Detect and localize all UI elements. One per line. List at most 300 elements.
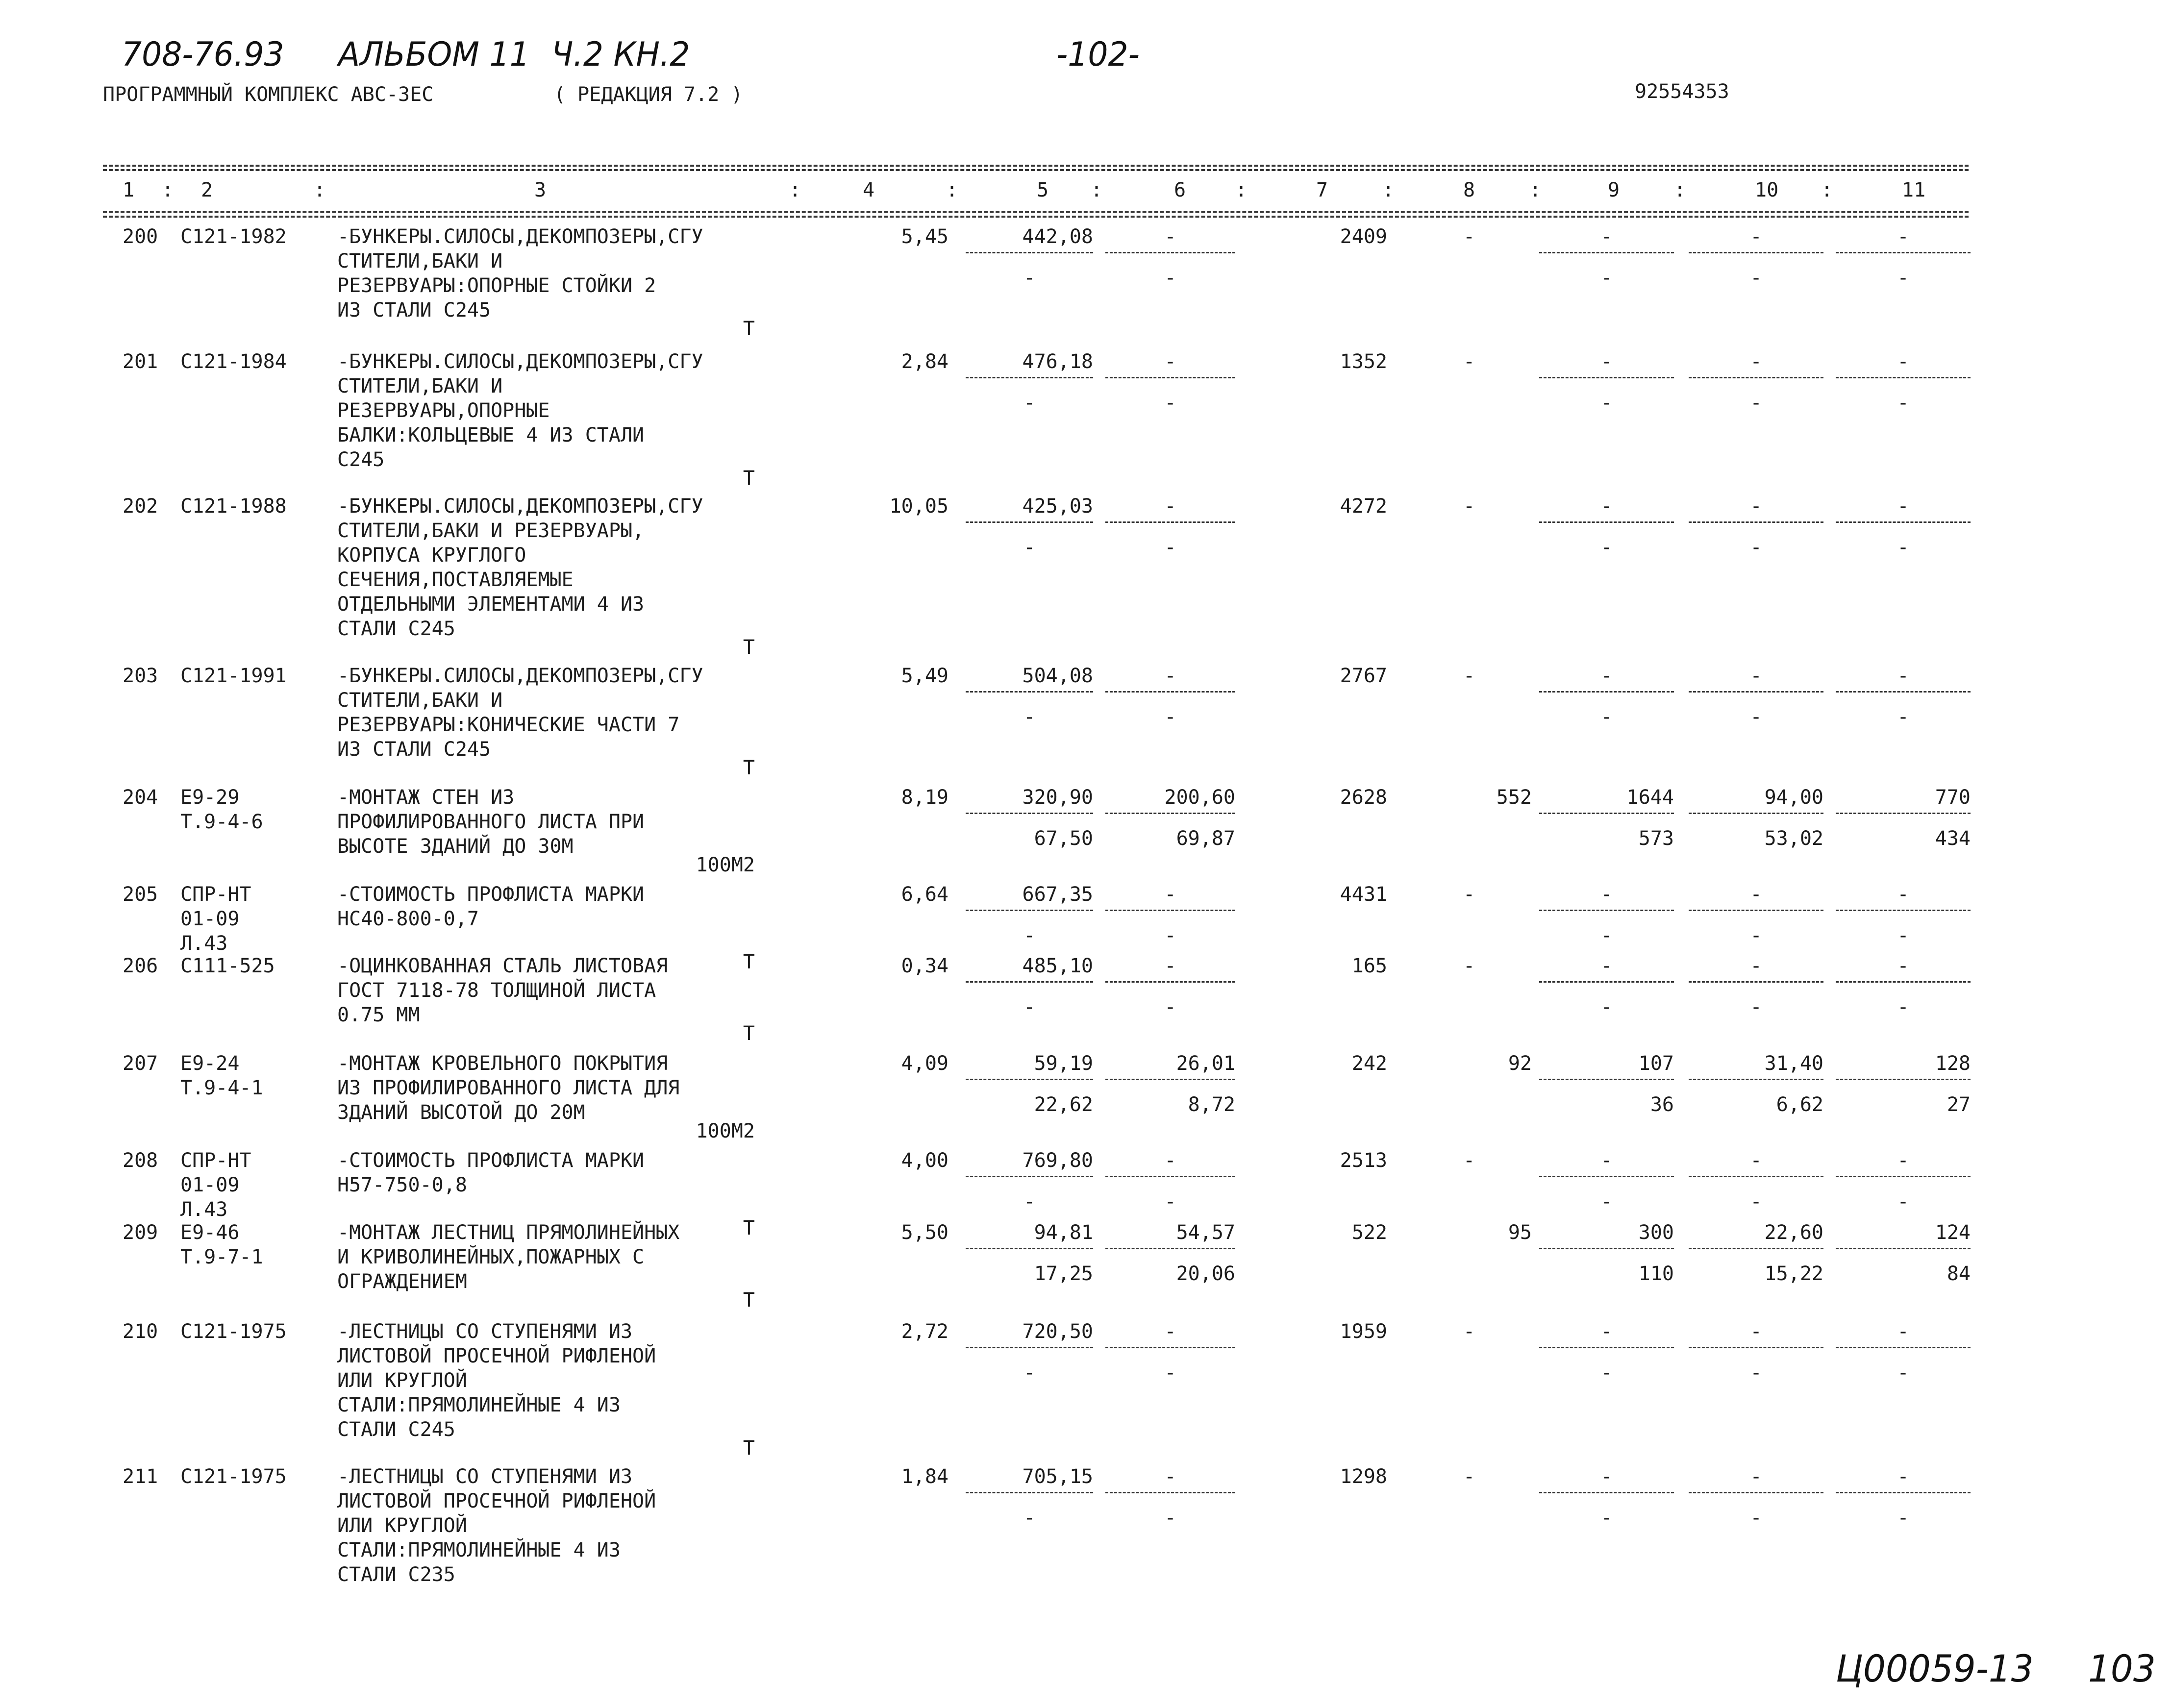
row-description: И КРИВОЛИНЕЙНЫХ,ПОЖАРНЫХ С: [337, 1246, 645, 1268]
fraction-rule: [1105, 981, 1235, 983]
row-number: 201: [123, 350, 158, 373]
row-c9-lower: -: [1600, 267, 1613, 289]
fraction-rule: [1539, 1176, 1674, 1177]
row-c6-lower: -: [1164, 996, 1176, 1018]
row-col8: -: [1463, 955, 1475, 977]
row-description: ОГРАЖДЕНИЕМ: [337, 1270, 467, 1293]
row-c6-upper: -: [1164, 495, 1176, 518]
row-c11-lower: 27: [1946, 1093, 1971, 1116]
row-c9-upper: -: [1600, 1465, 1613, 1488]
row-c5-lower: 22,62: [1034, 1093, 1093, 1116]
row-code: С121-1991: [180, 665, 287, 687]
row-c10-lower: -: [1750, 924, 1762, 947]
fraction-rule: [1689, 377, 1823, 378]
row-c11-lower: 434: [1935, 827, 1971, 850]
fraction-rule: [1689, 910, 1823, 911]
column-separator: :: [946, 179, 958, 201]
row-unit: Т: [743, 1022, 755, 1045]
row-code: С111-525: [180, 955, 275, 977]
row-c6-lower: -: [1164, 267, 1176, 289]
row-c9-lower: 573: [1638, 827, 1674, 850]
row-c9-upper: 1644: [1626, 786, 1674, 809]
column-header-9: 9: [1608, 179, 1620, 201]
row-total-cost: 2767: [1340, 665, 1387, 687]
row-total-cost: 1352: [1340, 350, 1387, 373]
fraction-rule: [1689, 813, 1823, 814]
row-col8: -: [1463, 350, 1475, 373]
row-code: Е9-29: [180, 786, 240, 809]
row-number: 207: [123, 1052, 158, 1075]
fraction-rule: [1836, 1492, 1971, 1493]
row-c11-upper: 128: [1935, 1052, 1971, 1075]
row-c6-upper: -: [1164, 1149, 1176, 1172]
row-quantity: 10,05: [889, 495, 948, 518]
row-c10-lower: 15,22: [1764, 1262, 1823, 1285]
row-c9-lower: -: [1600, 536, 1613, 559]
row-c6-lower: 8,72: [1188, 1093, 1235, 1116]
row-code: С121-1984: [180, 350, 287, 373]
row-description: ОТДЕЛЬНЫМИ ЭЛЕМЕНТАМИ 4 ИЗ: [337, 593, 645, 616]
row-description: КОРПУСА КРУГЛОГО: [337, 544, 526, 567]
fraction-rule: [1689, 1248, 1823, 1249]
row-quantity: 5,49: [901, 665, 948, 687]
fraction-rule: [1539, 521, 1674, 523]
row-unit: Т: [743, 636, 755, 659]
header-rule-top-2: [103, 169, 1969, 171]
row-unit: Т: [743, 318, 755, 340]
row-description: -МОНТАЖ КРОВЕЛЬНОГО ПОКРЫТИЯ: [337, 1052, 668, 1075]
row-quantity: 4,00: [901, 1149, 948, 1172]
column-header-4: 4: [863, 179, 875, 201]
row-c10-lower: -: [1750, 267, 1762, 289]
row-unit: Т: [743, 1437, 755, 1460]
row-description: С245: [337, 448, 385, 471]
row-c6-upper: -: [1164, 665, 1176, 687]
row-description: НС40-800-0,7: [337, 908, 479, 930]
sheet-number: 103: [2088, 1647, 2156, 1690]
row-code: С121-1975: [180, 1320, 287, 1343]
row-c9-lower: -: [1600, 392, 1613, 414]
fraction-rule: [1836, 910, 1971, 911]
row-col8: -: [1463, 495, 1475, 518]
row-description: СТАЛИ С245: [337, 1418, 455, 1441]
album-code: 708-76.93: [122, 35, 284, 74]
row-c5-lower: -: [1023, 924, 1036, 947]
row-number: 200: [123, 225, 158, 248]
row-quantity: 0,34: [901, 955, 948, 977]
row-total-cost: 4431: [1340, 883, 1387, 906]
row-col8: -: [1463, 883, 1475, 906]
fraction-rule: [1105, 1079, 1235, 1080]
row-c5-upper: 59,19: [1034, 1052, 1093, 1075]
row-number: 203: [123, 665, 158, 687]
column-separator: :: [1235, 179, 1248, 201]
document-id: 92554353: [1635, 80, 1729, 103]
row-c6-lower: -: [1164, 392, 1176, 414]
row-description: ВЫСОТЕ ЗДАНИЙ ДО 30М: [337, 835, 574, 858]
row-c11-upper: -: [1897, 225, 1909, 248]
row-description: -БУНКЕРЫ.СИЛОСЫ,ДЕКОМПОЗЕРЫ,СГУ: [337, 495, 703, 518]
row-c9-lower: 36: [1650, 1093, 1674, 1116]
program-title: ПРОГРАММНЫЙ КОМПЛЕКС АВС-3ЕС: [103, 83, 434, 106]
column-separator: :: [162, 179, 174, 201]
column-separator: :: [1529, 179, 1542, 201]
row-description: -БУНКЕРЫ.СИЛОСЫ,ДЕКОМПОЗЕРЫ,СГУ: [337, 350, 703, 373]
fraction-rule: [1836, 1347, 1971, 1348]
fraction-rule: [1105, 910, 1235, 911]
row-total-cost: 242: [1351, 1052, 1387, 1075]
row-c5-upper: 504,08: [1022, 665, 1093, 687]
row-c10-lower: -: [1750, 536, 1762, 559]
row-description: ЛИСТОВОЙ ПРОСЕЧНОЙ РИФЛЕНОЙ: [337, 1345, 656, 1367]
column-header-8: 8: [1463, 179, 1475, 201]
fraction-rule: [1539, 1492, 1674, 1493]
row-unit: Т: [743, 467, 755, 490]
fraction-rule: [966, 377, 1093, 378]
row-c11-upper: -: [1897, 1465, 1909, 1488]
fraction-rule: [966, 252, 1093, 253]
row-c10-upper: -: [1750, 350, 1762, 373]
row-c5-upper: 667,35: [1022, 883, 1093, 906]
row-description: ИЛИ КРУГЛОЙ: [337, 1369, 467, 1392]
row-c11-lower: -: [1897, 924, 1909, 947]
row-col8: 92: [1508, 1052, 1532, 1075]
fraction-rule: [1539, 252, 1674, 253]
row-c9-lower: -: [1600, 706, 1613, 728]
row-description: СЕЧЕНИЯ,ПОСТАВЛЯЕМЫЕ: [337, 569, 574, 591]
row-c10-upper: -: [1750, 1149, 1762, 1172]
row-quantity: 6,64: [901, 883, 948, 906]
header-rule-top: [103, 165, 1969, 167]
row-quantity: 4,09: [901, 1052, 948, 1075]
row-c9-upper: -: [1600, 1149, 1613, 1172]
row-unit: Т: [743, 951, 755, 973]
row-description: Н57-750-0,8: [337, 1174, 467, 1196]
fraction-rule: [966, 1248, 1093, 1249]
row-unit: 100М2: [696, 1120, 755, 1142]
row-c10-lower: -: [1750, 392, 1762, 414]
row-c11-lower: -: [1897, 267, 1909, 289]
row-c11-lower: 84: [1946, 1262, 1971, 1285]
row-description: РЕЗЕРВУАРЫ,ОПОРНЫЕ: [337, 399, 550, 422]
column-header-6: 6: [1174, 179, 1186, 201]
fraction-rule: [1105, 1492, 1235, 1493]
row-code: Л.43: [180, 1198, 228, 1221]
fraction-rule: [1539, 377, 1674, 378]
row-c6-upper: -: [1164, 350, 1176, 373]
row-description: -СТОИМОСТЬ ПРОФЛИСТА МАРКИ: [337, 883, 645, 906]
fraction-rule: [1689, 981, 1823, 983]
fraction-rule: [966, 691, 1093, 693]
row-description: СТИТЕЛИ,БАКИ И: [337, 250, 503, 272]
row-quantity: 5,50: [901, 1221, 948, 1244]
fraction-rule: [1539, 1248, 1674, 1249]
row-c5-lower: -: [1023, 996, 1036, 1018]
column-header-2: 2: [201, 179, 213, 201]
fraction-rule: [1689, 521, 1823, 523]
row-c6-upper: -: [1164, 225, 1176, 248]
row-c9-lower: -: [1600, 1190, 1613, 1213]
row-c11-upper: -: [1897, 1320, 1909, 1343]
fraction-rule: [1539, 910, 1674, 911]
row-description: -МОНТАЖ ЛЕСТНИЦ ПРЯМОЛИНЕЙНЫХ: [337, 1221, 680, 1244]
row-col8: -: [1463, 1465, 1475, 1488]
fraction-rule: [966, 1492, 1093, 1493]
row-c5-upper: 476,18: [1022, 350, 1093, 373]
fraction-rule: [1836, 813, 1971, 814]
row-c6-lower: 69,87: [1176, 827, 1235, 850]
column-header-3: 3: [534, 179, 547, 201]
column-header-10: 10: [1755, 179, 1779, 201]
row-number: 206: [123, 955, 158, 977]
fraction-rule: [1689, 1492, 1823, 1493]
fraction-rule: [1105, 1176, 1235, 1177]
row-col8: -: [1463, 225, 1475, 248]
row-c6-upper: -: [1164, 1465, 1176, 1488]
row-c5-lower: -: [1023, 1190, 1036, 1213]
row-quantity: 8,19: [901, 786, 948, 809]
column-header-11: 11: [1902, 179, 1926, 201]
row-c10-upper: 94,00: [1764, 786, 1823, 809]
row-c6-upper: 200,60: [1164, 786, 1235, 809]
row-code: С121-1988: [180, 495, 287, 518]
row-c6-lower: -: [1164, 1190, 1176, 1213]
row-c9-lower: -: [1600, 924, 1613, 947]
row-code: С121-1982: [180, 225, 287, 248]
row-description: -МОНТАЖ СТЕН ИЗ: [337, 786, 515, 809]
row-description: -СТОИМОСТЬ ПРОФЛИСТА МАРКИ: [337, 1149, 645, 1172]
page-number: -102-: [1056, 35, 1140, 74]
row-number: 204: [123, 786, 158, 809]
fraction-rule: [1105, 377, 1235, 378]
column-separator: :: [314, 179, 326, 201]
fraction-rule: [1689, 691, 1823, 693]
row-total-cost: 2628: [1340, 786, 1387, 809]
row-quantity: 2,84: [901, 350, 948, 373]
fraction-rule: [1539, 813, 1674, 814]
row-number: 202: [123, 495, 158, 518]
column-separator: :: [1821, 179, 1833, 201]
row-description: СТИТЕЛИ,БАКИ И: [337, 375, 503, 397]
row-description: ЛИСТОВОЙ ПРОСЕЧНОЙ РИФЛЕНОЙ: [337, 1490, 656, 1512]
row-description: ЗДАНИЙ ВЫСОТОЙ ДО 20М: [337, 1101, 585, 1124]
row-description: РЕЗЕРВУАРЫ:КОНИЧЕСКИЕ ЧАСТИ 7: [337, 714, 680, 736]
fraction-rule: [1836, 521, 1971, 523]
row-c6-lower: -: [1164, 1361, 1176, 1384]
fraction-rule: [1836, 981, 1971, 983]
fraction-rule: [966, 521, 1093, 523]
row-c11-upper: 770: [1935, 786, 1971, 809]
row-c5-upper: 769,80: [1022, 1149, 1093, 1172]
row-c5-lower: -: [1023, 1507, 1036, 1529]
row-code: Л.43: [180, 932, 228, 955]
row-total-cost: 522: [1351, 1221, 1387, 1244]
row-c11-upper: -: [1897, 1149, 1909, 1172]
row-c9-upper: -: [1600, 225, 1613, 248]
row-c10-upper: 31,40: [1764, 1052, 1823, 1075]
fraction-rule: [1105, 691, 1235, 693]
fraction-rule: [966, 1176, 1093, 1177]
fraction-rule: [1836, 252, 1971, 253]
row-c11-upper: -: [1897, 350, 1909, 373]
row-description: ИЗ СТАЛИ С245: [337, 299, 491, 322]
fraction-rule: [1836, 1176, 1971, 1177]
row-c9-upper: -: [1600, 1320, 1613, 1343]
row-c10-upper: -: [1750, 1320, 1762, 1343]
row-c11-lower: -: [1897, 1361, 1909, 1384]
row-description: СТАЛИ С235: [337, 1563, 455, 1586]
fraction-rule: [966, 1347, 1093, 1348]
fraction-rule: [1539, 1347, 1674, 1348]
row-c6-upper: -: [1164, 955, 1176, 977]
fraction-rule: [1689, 1176, 1823, 1177]
row-description: ИЗ СТАЛИ С245: [337, 738, 491, 761]
row-c11-upper: -: [1897, 883, 1909, 906]
row-col8: 552: [1496, 786, 1532, 809]
row-c10-upper: -: [1750, 665, 1762, 687]
row-c10-lower: 6,62: [1776, 1093, 1823, 1116]
fraction-rule: [966, 1079, 1093, 1080]
row-c10-upper: -: [1750, 883, 1762, 906]
row-col8: -: [1463, 1149, 1475, 1172]
row-c5-upper: 320,90: [1022, 786, 1093, 809]
row-c10-upper: -: [1750, 1465, 1762, 1488]
row-code: 01-09: [180, 1174, 240, 1196]
row-c5-lower: 67,50: [1034, 827, 1093, 850]
column-separator: :: [789, 179, 801, 201]
row-number: 210: [123, 1320, 158, 1343]
row-c5-lower: -: [1023, 536, 1036, 559]
row-c6-lower: -: [1164, 1507, 1176, 1529]
row-c5-upper: 485,10: [1022, 955, 1093, 977]
row-total-cost: 1959: [1340, 1320, 1387, 1343]
row-code: 01-09: [180, 908, 240, 930]
row-total-cost: 2409: [1340, 225, 1387, 248]
row-code: Т.9-4-6: [180, 811, 263, 833]
row-c11-upper: -: [1897, 665, 1909, 687]
fraction-rule: [1689, 1079, 1823, 1080]
row-c6-upper: -: [1164, 1320, 1176, 1343]
row-c11-lower: -: [1897, 996, 1909, 1018]
row-description: СТАЛИ:ПРЯМОЛИНЕЙНЫЕ 4 ИЗ: [337, 1394, 621, 1416]
row-number: 209: [123, 1221, 158, 1244]
row-c10-upper: -: [1750, 225, 1762, 248]
row-c5-lower: -: [1023, 392, 1036, 414]
fraction-rule: [966, 813, 1093, 814]
row-number: 205: [123, 883, 158, 906]
program-edition: ( РЕДАКЦИЯ 7.2 ): [554, 83, 743, 106]
row-c10-lower: 53,02: [1764, 827, 1823, 850]
row-unit: Т: [743, 1217, 755, 1239]
row-c9-upper: -: [1600, 955, 1613, 977]
row-total-cost: 2513: [1340, 1149, 1387, 1172]
row-c11-lower: -: [1897, 706, 1909, 728]
row-description: ПРОФИЛИРОВАННОГО ЛИСТА ПРИ: [337, 811, 645, 833]
row-code: Т.9-4-1: [180, 1077, 263, 1099]
row-c6-upper: 54,57: [1176, 1221, 1235, 1244]
row-c6-lower: -: [1164, 706, 1176, 728]
row-c9-upper: -: [1600, 350, 1613, 373]
column-header-1: 1: [123, 179, 135, 201]
row-number: 208: [123, 1149, 158, 1172]
part-book: Ч.2 КН.2: [551, 35, 690, 74]
column-header-7: 7: [1316, 179, 1328, 201]
row-c10-lower: -: [1750, 706, 1762, 728]
row-total-cost: 4272: [1340, 495, 1387, 518]
row-c11-lower: -: [1897, 392, 1909, 414]
fraction-rule: [1539, 691, 1674, 693]
row-description: СТАЛИ:ПРЯМОЛИНЕЙНЫЕ 4 ИЗ: [337, 1539, 621, 1561]
row-c6-upper: 26,01: [1176, 1052, 1235, 1075]
fraction-rule: [1105, 252, 1235, 253]
row-code: Т.9-7-1: [180, 1246, 263, 1268]
fraction-rule: [1105, 1248, 1235, 1249]
row-description: СТИТЕЛИ,БАКИ И: [337, 689, 503, 712]
row-number: 211: [123, 1465, 158, 1488]
row-c11-upper: -: [1897, 495, 1909, 518]
row-code: СПР-НТ: [180, 883, 251, 906]
row-c10-upper: 22,60: [1764, 1221, 1823, 1244]
row-code: Е9-46: [180, 1221, 240, 1244]
row-col8: -: [1463, 665, 1475, 687]
row-unit: Т: [743, 1289, 755, 1312]
row-c6-lower: -: [1164, 536, 1176, 559]
row-c11-lower: -: [1897, 1507, 1909, 1529]
row-c5-lower: 17,25: [1034, 1262, 1093, 1285]
fraction-rule: [1689, 252, 1823, 253]
fraction-rule: [966, 910, 1093, 911]
row-c6-lower: 20,06: [1176, 1262, 1235, 1285]
column-header-5: 5: [1037, 179, 1049, 201]
fraction-rule: [1836, 1079, 1971, 1080]
fraction-rule: [1836, 377, 1971, 378]
row-quantity: 5,45: [901, 225, 948, 248]
album-label: АЛЬБОМ 11: [338, 35, 530, 74]
row-c10-upper: -: [1750, 495, 1762, 518]
row-c5-upper: 425,03: [1022, 495, 1093, 518]
row-total-cost: 1298: [1340, 1465, 1387, 1488]
row-c5-upper: 442,08: [1022, 225, 1093, 248]
row-c10-lower: -: [1750, 1361, 1762, 1384]
column-separator: :: [1382, 179, 1395, 201]
row-col8: -: [1463, 1320, 1475, 1343]
row-c6-upper: -: [1164, 883, 1176, 906]
row-c5-upper: 705,15: [1022, 1465, 1093, 1488]
row-c5-lower: -: [1023, 706, 1036, 728]
row-c10-upper: -: [1750, 955, 1762, 977]
row-description: СТАЛИ С245: [337, 618, 455, 640]
row-description: БАЛКИ:КОЛЬЦЕВЫЕ 4 ИЗ СТАЛИ: [337, 424, 645, 446]
row-c9-lower: -: [1600, 996, 1613, 1018]
row-c9-lower: 110: [1638, 1262, 1674, 1285]
row-c9-lower: -: [1600, 1507, 1613, 1529]
row-description: 0.75 ММ: [337, 1004, 420, 1026]
row-c9-upper: 300: [1638, 1221, 1674, 1244]
row-description: -БУНКЕРЫ.СИЛОСЫ,ДЕКОМПОЗЕРЫ,СГУ: [337, 665, 703, 687]
fraction-rule: [1105, 813, 1235, 814]
row-col8: 95: [1508, 1221, 1532, 1244]
row-c5-upper: 720,50: [1022, 1320, 1093, 1343]
row-code: Е9-24: [180, 1052, 240, 1075]
row-c6-lower: -: [1164, 924, 1176, 947]
fraction-rule: [1539, 1079, 1674, 1080]
header-rule-bottom: [103, 211, 1969, 213]
row-description: -ЛЕСТНИЦЫ СО СТУПЕНЯМИ ИЗ: [337, 1320, 633, 1343]
archive-number: Ц00059-13: [1836, 1647, 2034, 1690]
row-unit: 100М2: [696, 854, 755, 876]
fraction-rule: [1105, 521, 1235, 523]
column-separator: :: [1091, 179, 1103, 201]
